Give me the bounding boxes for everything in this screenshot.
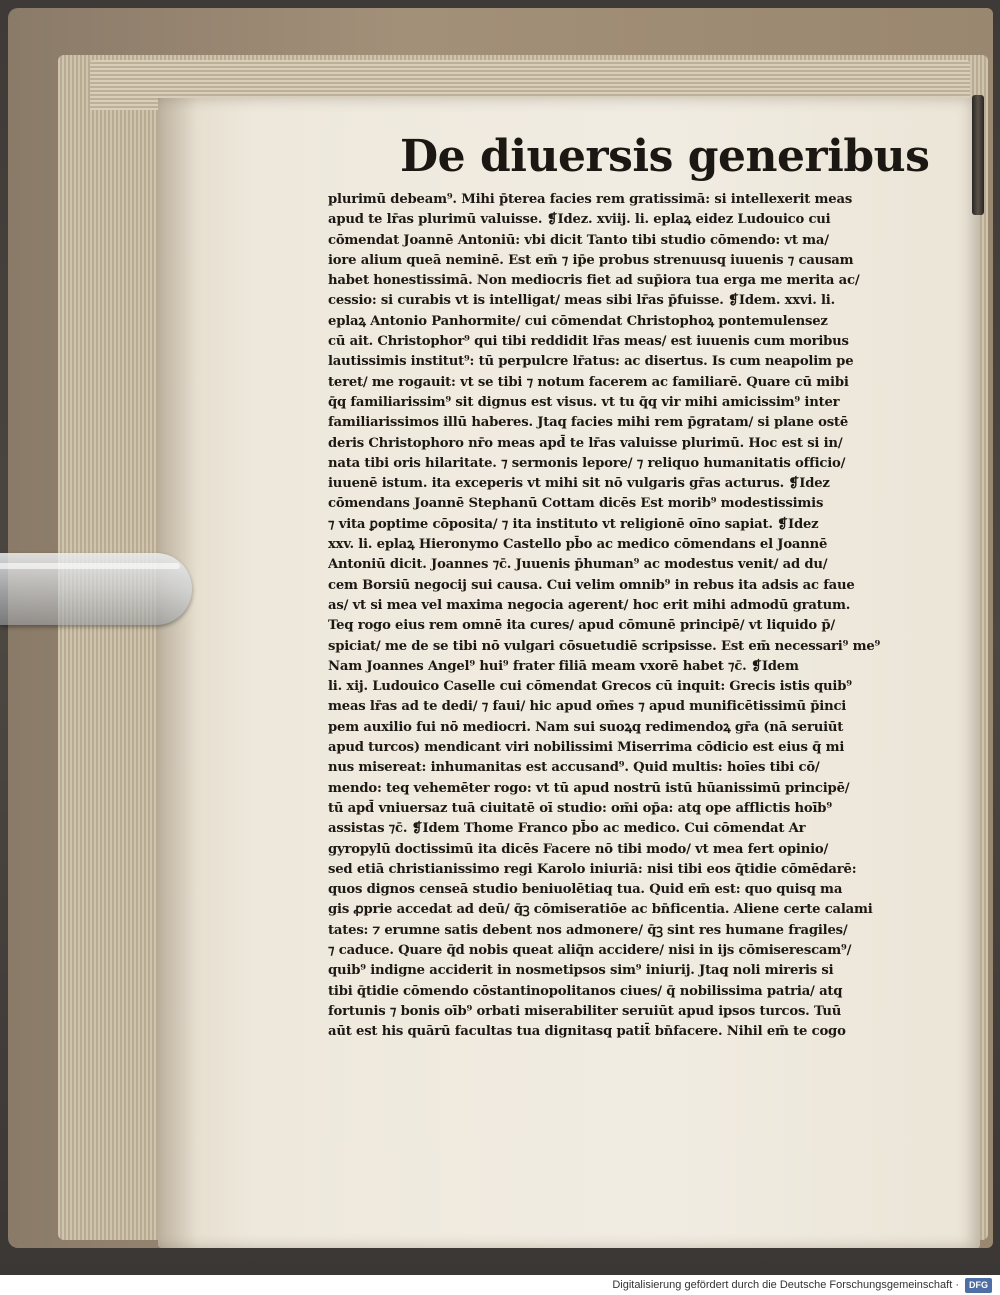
text-line: spiciat/ me de se tibi nō vulgari cōsuetudiē scripsisse. Est em̄ necessari⁹ me⁹ xyxy=(328,638,881,654)
text-line: tibi q̄tidie cōmendo cōstantinopolitanos ciues/ q̄ nobilissima patria/ atq̧ xyxy=(328,983,843,999)
text-line: nus misereat: inhumanitas est accusand⁹. Quid multis: hoīes tibi cō/ xyxy=(328,760,820,776)
dfg-logo-icon: DFG xyxy=(965,1278,992,1293)
text-line: gyropylū doctissimū ita dicēs Facere nō tibi modo/ vt mea fert opinio/ xyxy=(328,841,829,857)
text-line: xxv. li. eplaꝝ Hieronymo Castello pb̄o ac medico cōmendans el Joannē xyxy=(328,537,828,553)
footer-bar xyxy=(0,1275,1000,1295)
text-line: Teq̧ rogo eius rem omnē ita cures/ apud cōmunē principē/ vt liquido p̄/ xyxy=(328,618,836,634)
text-line: gis ꝓprie accedat ad deū/ q̄ꝫ cōmiseratiōe ac bn̄ficentia. Aliene certe calami xyxy=(328,902,873,918)
text-line: familiarissimos illū haberes. Jtaq̧ facies mihi rem p̄gratam/ si plane ostē xyxy=(328,415,849,431)
text-line: quib⁹ indigne acciderit in nosmetipsos sim⁹ iniurij. Jtaq̧ noli mireris si xyxy=(328,963,834,979)
text-line: li. xij. Ludouico Caselle cui cōmendat Grecos cū inquit: Grecis istis quib⁹ xyxy=(328,679,852,695)
text-line: lautissimis institut⁹: tū perpulcre lr̄atus: ac disertus. Is cum neapolim pe xyxy=(328,354,854,370)
text-line: cem Borsiū negocij sui causa. Cui velim omnib⁹ in rebus ita adsis ac faue xyxy=(328,577,855,593)
text-line: cōmendat Joannē Antoniū: vbi dicit Tanto tibi studio cōmendo: vt ma/ xyxy=(328,232,829,248)
text-line: q̄q̧ familiarissim⁹ sit dignus est visus. vt tu q̄q̧ vir mihi amicissim⁹ inter xyxy=(328,394,840,410)
text-line: tates: ⁊ erumne satis debent nos admonere/ q̄ꝫ sint res humane fragiles/ xyxy=(328,922,848,938)
text-line: Antoniū dicit. Joannes ⁊c̄. Juuenis p̄human⁹ ac modestus venit/ ad du/ xyxy=(328,557,828,573)
funding-credit: Digitalisierung gefördert durch die Deutsche Forschungsgemeinschaft · xyxy=(612,1279,959,1291)
text-line: nata tibi oris hilaritate. ⁊ sermonis lepore/ ⁊ reliquo humanitatis officio/ xyxy=(328,455,846,471)
page-heading: De diuersis generibus xyxy=(400,131,930,182)
text-line: assistas ⁊c̄. ❡Idem Thome Franco pb̄o ac medico. Cui cōmendat Ar xyxy=(328,821,806,837)
text-line: apud turcos) mendicant viri nobilissimi Miserrima cōdicio est eius q̄ mi xyxy=(328,740,845,756)
text-line: iuuenē istum. ita exceperis vt mihi sit nō vulgaris gr̄as acturus. ❡Idez xyxy=(328,476,830,492)
text-line: eplaꝝ Antonio Panhormite/ cui cōmendat Christophoꝝ pontemulensez xyxy=(328,313,828,329)
text-line: cōmendans Joannē Stephanū Cottam dicēs Est morib⁹ modestissimis xyxy=(328,496,824,512)
text-line: Nam Joannes Angel⁹ hui⁹ frater filiā meam vxorē habet ⁊c̄. ❡Idem xyxy=(328,658,799,674)
text-line: as/ vt si mea vel maxima negocia agerent/ hoc erit mihi admodū gratum. xyxy=(328,597,851,613)
gutter-shadow xyxy=(158,98,198,1248)
text-line: ⁊ vita ꝑoptime cōposita/ ⁊ ita instituto vt religionē oīno sapiat. ❡Idez xyxy=(328,516,819,532)
text-line: tū apd̄ vniuersaz tuā ciuitatē oī studio: om̄i op̄a: atq̧ ope afflictis hoīb⁹ xyxy=(328,800,832,816)
text-line: pem auxilio fui nō mediocri. Nam sui suoꝝq̧ redimendoꝝ gr̄a (nā seruiūt xyxy=(328,719,844,735)
page-clip xyxy=(972,95,984,215)
text-line: apud te lr̄as plurimū valuisse. ❡Idez. xviij. li. eplaꝝ eidez Ludouico cui xyxy=(328,212,831,228)
text-line: ⁊ caduce. Quare q̄d nobis queat aliq̄n accidere/ nisi in ijs cōmiserescam⁹/ xyxy=(328,942,852,958)
text-line: aūt est his quārū facultas tua dignitasq̧ patit̄ bn̄facere. Nihil em̄ te cogo xyxy=(328,1024,846,1040)
text-line: meas lr̄as ad te dedi/ ⁊ faui/ hic apud om̄es ⁊ apud munificētissimū p̄inci xyxy=(328,699,847,715)
text-line: plurimū debeam⁹. Mihi p̄terea facies rem gratissimā: si intellexerit meas xyxy=(328,192,853,207)
text-line: fortunis ⁊ bonis oīb⁹ orbati miserabiliter seruiūt apud ipsos turcos. Tuū xyxy=(328,1003,842,1019)
text-line: iore alium queā neminē. Est em̄ ⁊ ip̄e probus strenuusq̧ iuuenis ⁊ causam xyxy=(328,252,854,268)
text-line: quos dignos censeā studio beniuolētiaq̧ tua. Quid em̄ est: quo quisq̧ ma xyxy=(328,882,843,898)
glass-ruler xyxy=(0,553,192,625)
text-line: cū ait. Christophor⁹ qui tibi reddidit lr̄as meas/ est iuuenis cum moribus xyxy=(328,334,849,350)
text-line: habet honestissimā. Non mediocris fiet ad sup̄iora tua erga me merita ac/ xyxy=(328,273,860,289)
text-line: sed etiā christianissimo regi Karolo iniuriā: nisi tibi eos q̄tidie cōmēdarē: xyxy=(328,861,857,877)
text-line: teret/ me rogauit: vt se tibi ⁊ notum facerem ac familiarē. Quare cū mibi xyxy=(328,374,849,390)
text-line: mendo: teq̧ vehemēter rogo: vt tū apud nostrū istū hūanissimū principē/ xyxy=(328,780,850,796)
text-line: cessio: si curabis vt is intelligat/ meas sibi lr̄as p̄fuisse. ❡Idem. xxvi. li. xyxy=(328,293,836,309)
body-text xyxy=(328,190,913,1042)
text-line: deris Christophoro nr̄o meas apd̄ te lr̄as valuisse plurimū. Hoc est si in/ xyxy=(328,435,843,451)
